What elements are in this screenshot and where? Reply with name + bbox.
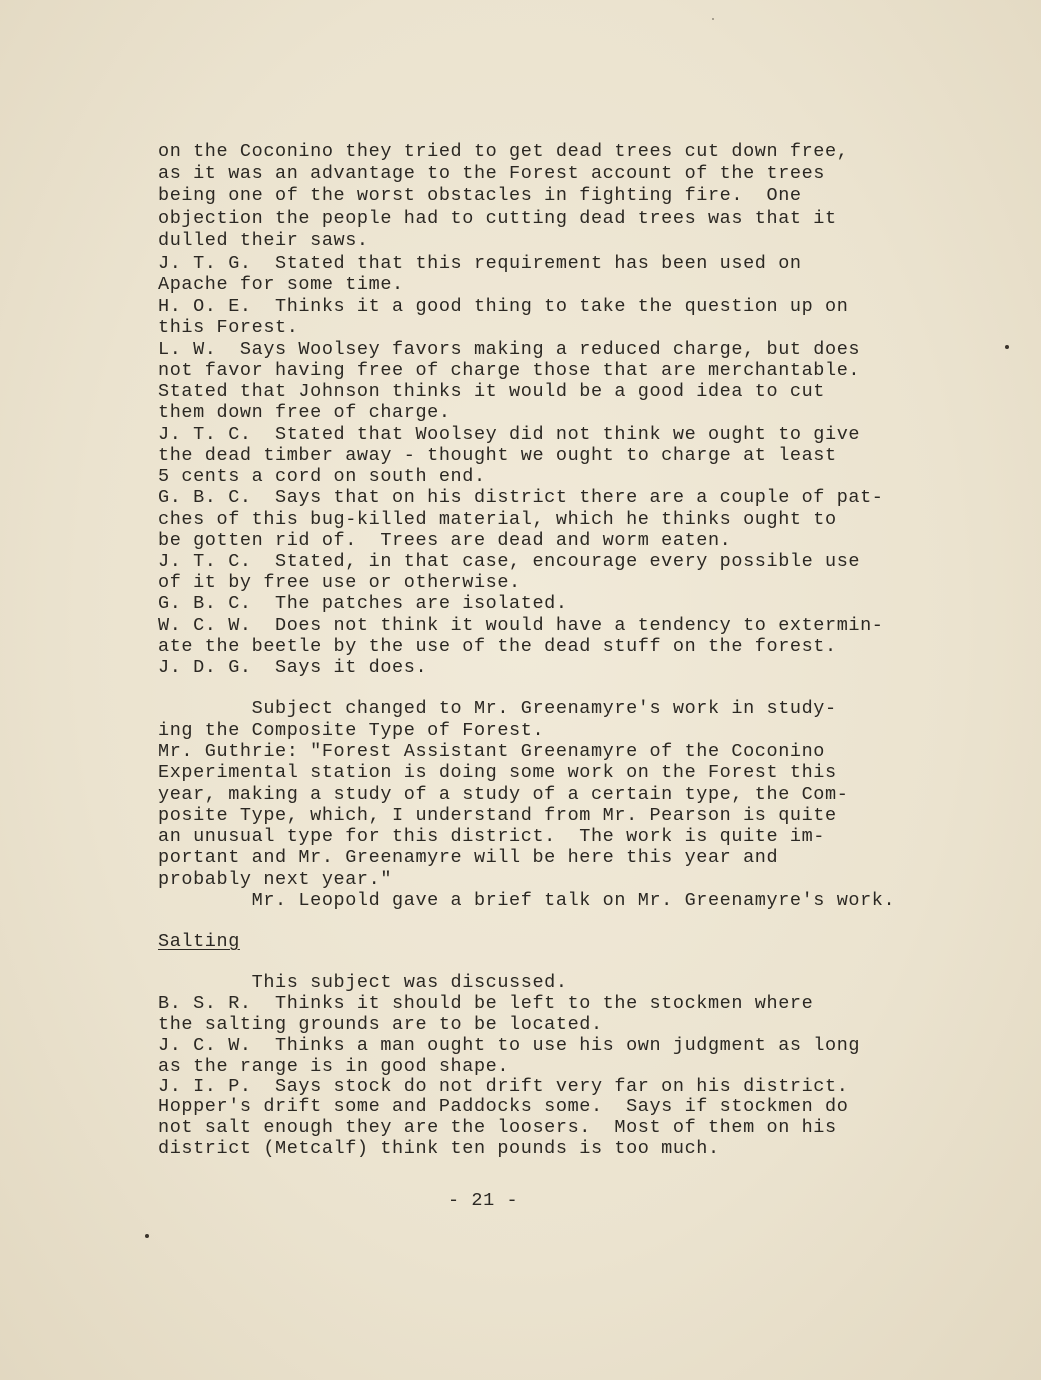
text-line: 5 cents a cord on south end. bbox=[158, 466, 486, 487]
text-line: J. T. C. Stated, in that case, encourage every possible use bbox=[158, 551, 861, 572]
text-line: district (Metcalf) think ten pounds is too much. bbox=[158, 1138, 720, 1159]
text-line: G. B. C. Says that on his district there are a couple of pat- bbox=[158, 487, 884, 508]
page-number: - 21 - bbox=[448, 1190, 519, 1211]
text-line: as it was an advantage to the Forest account of the trees bbox=[158, 163, 826, 184]
text-line: Subject changed to Mr. Greenamyre's work in study- bbox=[158, 698, 837, 719]
text-line: them down free of charge. bbox=[158, 402, 451, 423]
paper-speck bbox=[712, 18, 714, 20]
section-heading: Salting bbox=[158, 931, 240, 952]
text-line: ing the Composite Type of Forest. bbox=[158, 720, 545, 741]
text-line: Hopper's drift some and Paddocks some. Says if stockmen do bbox=[158, 1096, 849, 1117]
text-line: W. C. W. Does not think it would have a tendency to extermin- bbox=[158, 615, 884, 636]
text-line: not salt enough they are the loosers. Most of them on his bbox=[158, 1117, 837, 1138]
text-line: of it by free use or otherwise. bbox=[158, 572, 521, 593]
text-line: this Forest. bbox=[158, 317, 299, 338]
text-line: This subject was discussed. bbox=[158, 972, 568, 993]
text-line: ches of this bug-killed material, which he thinks ought to bbox=[158, 509, 837, 530]
text-line: J. C. W. Thinks a man ought to use his own judgment as long bbox=[158, 1035, 861, 1056]
text-line: objection the people had to cutting dead trees was that it bbox=[158, 208, 837, 229]
text-line: Mr. Guthrie: "Forest Assistant Greenamyre of the Coconino bbox=[158, 741, 826, 762]
text-line: probably next year." bbox=[158, 869, 393, 890]
text-line: the salting grounds are to be located. bbox=[158, 1014, 603, 1035]
text-line: year, making a study of a study of a certain type, the Com- bbox=[158, 784, 849, 805]
text-line: L. W. Says Woolsey favors making a reduced charge, but does bbox=[158, 339, 861, 360]
text-line: J. T. C. Stated that Woolsey did not think we ought to give bbox=[158, 424, 861, 445]
text-line: B. S. R. Thinks it should be left to the stockmen where bbox=[158, 993, 814, 1014]
text-line: dulled their saws. bbox=[158, 230, 369, 251]
paper-speck bbox=[1005, 345, 1009, 349]
text-line: J. I. P. Says stock do not drift very far on his district. bbox=[158, 1076, 849, 1097]
text-line: J. D. G. Says it does. bbox=[158, 657, 428, 678]
text-line: as the range is in good shape. bbox=[158, 1056, 510, 1077]
paper-speck bbox=[145, 1234, 149, 1238]
text-line: be gotten rid of. Trees are dead and worm eaten. bbox=[158, 530, 732, 551]
text-line: H. O. E. Thinks it a good thing to take the question up on bbox=[158, 296, 849, 317]
text-line: not favor having free of charge those that are merchantable. bbox=[158, 360, 861, 381]
text-line: Apache for some time. bbox=[158, 274, 404, 295]
text-line: posite Type, which, I understand from Mr. Pearson is quite bbox=[158, 805, 837, 826]
text-line: Mr. Leopold gave a brief talk on Mr. Greenamyre's work. bbox=[158, 890, 896, 911]
text-line: portant and Mr. Greenamyre will be here this year and bbox=[158, 847, 779, 868]
text-line: Experimental station is doing some work on the Forest this bbox=[158, 762, 837, 783]
text-line: Stated that Johnson thinks it would be a good idea to cut bbox=[158, 381, 826, 402]
text-line: the dead timber away - thought we ought to charge at least bbox=[158, 445, 837, 466]
text-line: J. T. G. Stated that this requirement has been used on bbox=[158, 253, 802, 274]
text-line: being one of the worst obstacles in fighting fire. One bbox=[158, 185, 802, 206]
text-line: G. B. C. The patches are isolated. bbox=[158, 593, 568, 614]
text-line: an unusual type for this district. The work is quite im- bbox=[158, 826, 826, 847]
text-line: on the Coconino they tried to get dead trees cut down free, bbox=[158, 141, 849, 162]
text-line: ate the beetle by the use of the dead stuff on the forest. bbox=[158, 636, 837, 657]
